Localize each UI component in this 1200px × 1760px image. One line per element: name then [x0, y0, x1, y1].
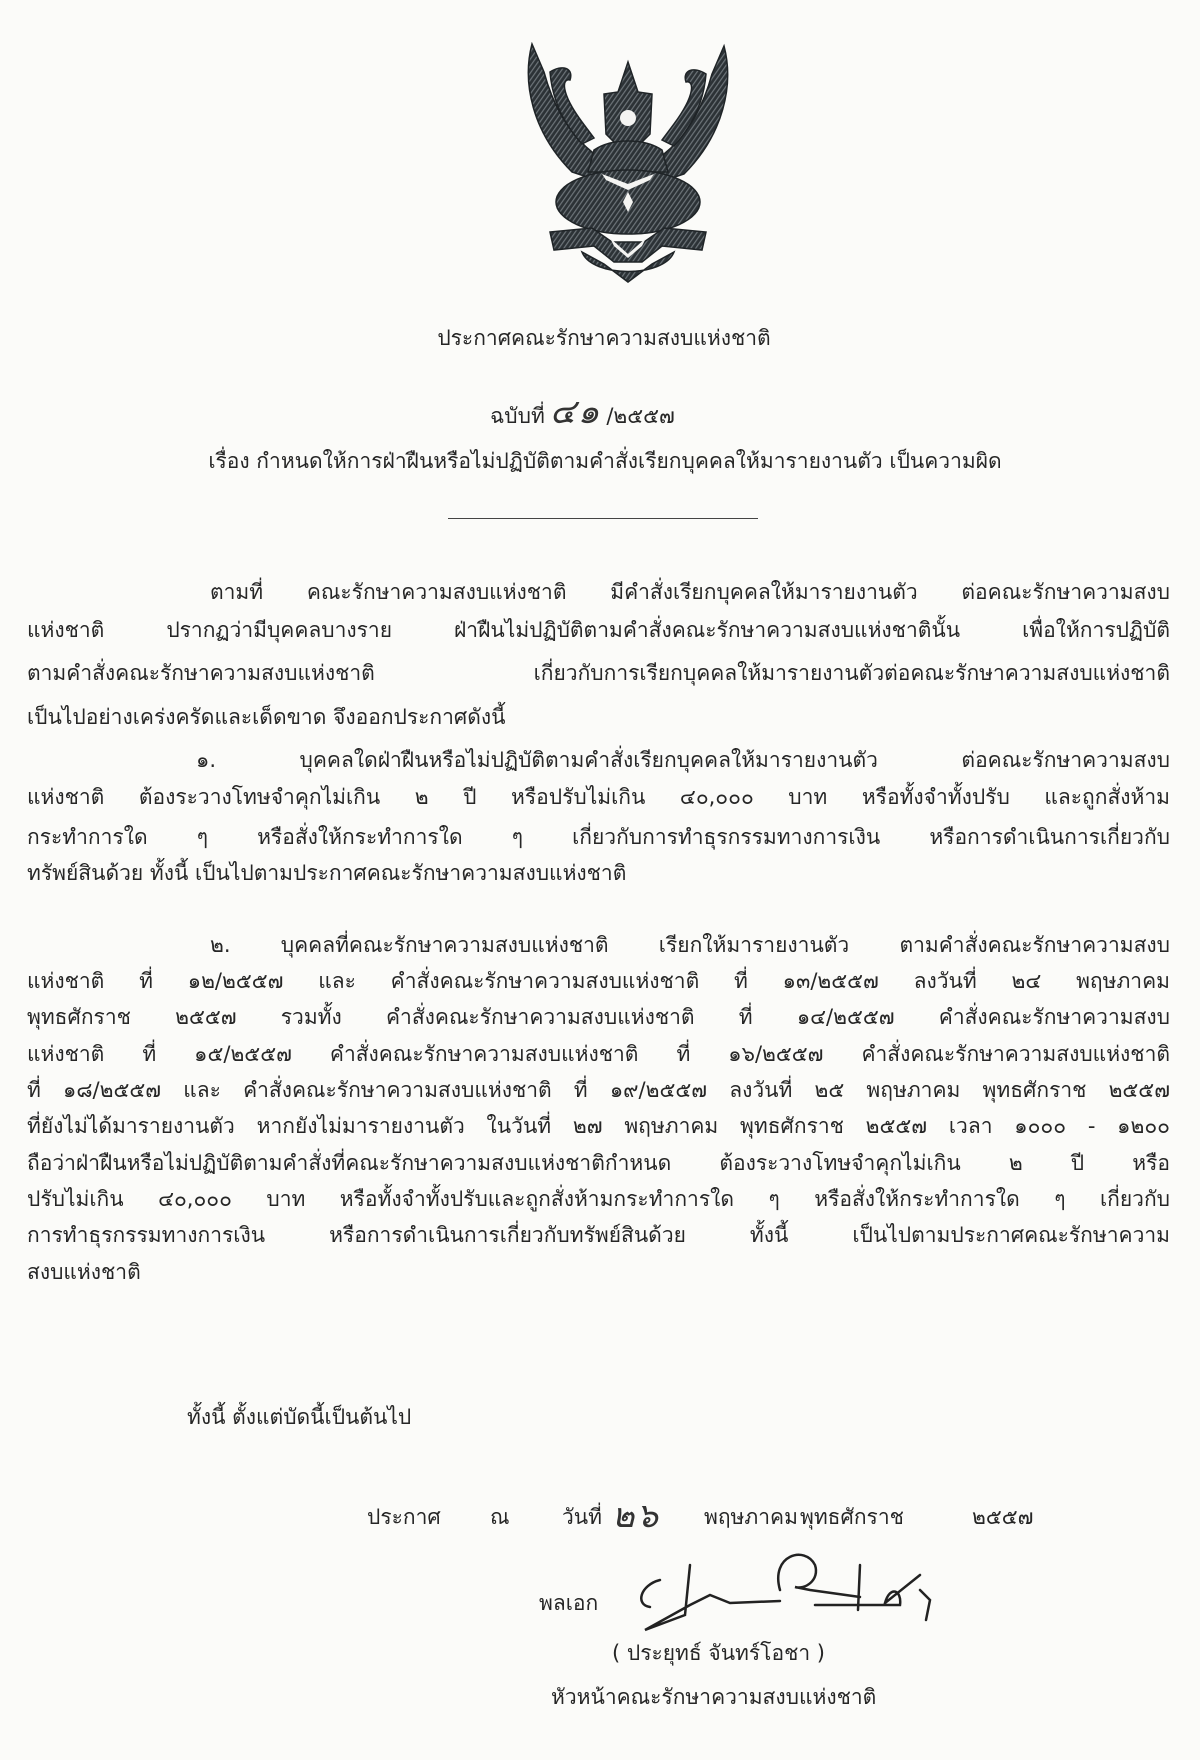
item1-line: ๑. บุคคลใดฝ่าฝืนหรือไม่ปฏิบัติตามคำสั่งเรียกบุคคลให้มารายงานตัว ต่อคณะรักษาความสงบ: [196, 748, 1170, 772]
header-divider: [448, 518, 758, 519]
announced-label: ประกาศ: [367, 1505, 441, 1529]
number-label: ฉบับที่: [490, 404, 545, 428]
item2-line: การทำธุรกรรมทางการเงิน หรือการดำเนินการเกี่ยวกับทรัพย์สินด้วย ทั้งนี้ เป็นไปตามประกาศคณะรักษาความ: [27, 1223, 1170, 1247]
rank-label: พลเอก: [539, 1591, 599, 1615]
era-label: พุทธศักราช: [800, 1505, 904, 1529]
intro-line: เป็นไปอย่างเคร่งครัดและเด็ดขาด จึงออกประกาศดังนี้: [27, 705, 506, 729]
item2-line: แห่งชาติ ที่ ๑๒/๒๕๕๗ และ คำสั่งคณะรักษาความสงบแห่งชาติ ที่ ๑๓/๒๕๕๗ ลงวันที่ ๒๔ พฤษภาคม: [27, 969, 1170, 993]
day-handwritten: ๒๖: [612, 1496, 660, 1536]
year: ๒๕๕๗: [972, 1505, 1034, 1529]
item2-line: สงบแห่งชาติ: [27, 1260, 141, 1284]
intro-line: ตามที่ คณะรักษาความสงบแห่งชาติ มีคำสั่งเรียกบุคคลให้มารายงานตัว ต่อคณะรักษาความสงบ: [210, 580, 1170, 604]
item2-line: ที่ยังไม่ได้มารายงานตัว หากยังไม่มารายงานตัว ในวันที่ ๒๗ พฤษภาคม พุทธศักราช ๒๕๕๗ เวลา ๑๐๐๐ - ๑๒๐๐: [27, 1114, 1170, 1138]
intro-line: ตามคำสั่งคณะรักษาความสงบแห่งชาติ เกี่ยวกับการเรียกบุคคลให้มารายงานตัวต่อคณะรักษาความสงบแห่งชาติ: [27, 661, 1170, 685]
number-handwritten: ๔๑: [549, 392, 602, 432]
signature: [630, 1535, 980, 1635]
item1-line: กระทำการใด ๆ หรือสั่งให้กระทำการใด ๆ เกี่ยวกับการทำธุรกรรมทางการเงิน หรือการดำเนินการเกี่ยวกับ: [27, 825, 1170, 849]
announcement-number: [490, 384, 675, 432]
item2-line: ที่ ๑๘/๒๕๕๗ และ คำสั่งคณะรักษาความสงบแห่งชาติ ที่ ๑๙/๒๕๕๗ ลงวันที่ ๒๕ พฤษภาคม พุทธศักราช ๒๕๕๗: [27, 1078, 1170, 1102]
signatory-name: ( ประยุทธ์ จันทร์โอชา ): [612, 1641, 825, 1665]
item2-line: แห่งชาติ ที่ ๑๕/๒๕๕๗ คำสั่งคณะรักษาความสงบแห่งชาติ ที่ ๑๖/๒๕๕๗ คำสั่งคณะรักษาความสงบแห่งชาติ: [27, 1042, 1170, 1066]
month: พฤษภาคม: [704, 1505, 798, 1529]
effective-statement: ทั้งนี้ ตั้งแต่บัดนี้เป็นต้นไป: [187, 1405, 412, 1429]
announcement-subject: เรื่อง กำหนดให้การฝ่าฝืนหรือไม่ปฏิบัติตามคำสั่งเรียกบุคคลให้มารายงานตัว เป็นความผิด: [208, 449, 1002, 473]
item2-line: พุทธศักราช ๒๕๕๗ รวมทั้ง คำสั่งคณะรักษาความสงบแห่งชาติ ที่ ๑๔/๒๕๕๗ คำสั่งคณะรักษาความสงบ: [27, 1005, 1170, 1029]
garuda-emblem-icon: [522, 42, 734, 286]
intro-line: แห่งชาติ ปรากฏว่ามีบุคคลบางราย ฝ่าฝืนไม่ปฏิบัติตามคำสั่งคณะรักษาความสงบแห่งชาตินั้น เพื่อให้การปฏิบัติ: [27, 618, 1170, 642]
item2-line: ปรับไม่เกิน ๔๐,๐๐๐ บาท หรือทั้งจำทั้งปรับและถูกสั่งห้ามกระทำการใด ๆ หรือสั่งให้กระทำการใด ๆ เกี่ยวกับ: [27, 1187, 1170, 1211]
item1-line: แห่งชาติ ต้องระวางโทษจำคุกไม่เกิน ๒ ปี หรือปรับไม่เกิน ๔๐,๐๐๐ บาท หรือทั้งจำทั้งปรับ และถูกสั่งห้าม: [27, 785, 1170, 809]
item1-line: ทรัพย์สินด้วย ทั้งนี้ เป็นไปตามประกาศคณะรักษาความสงบแห่งชาติ: [27, 861, 627, 885]
announcement-title: ประกาศคณะรักษาความสงบแห่งชาติ: [437, 326, 771, 350]
item2-line: ๒. บุคคลที่คณะรักษาความสงบแห่งชาติ เรียกให้มารายงานตัว ตามคำสั่งคณะรักษาความสงบ: [210, 933, 1170, 957]
day-label: วันที่: [562, 1505, 602, 1529]
item2-line: ถือว่าฝ่าฝืนหรือไม่ปฏิบัติตามคำสั่งที่คณะรักษาความสงบแห่งชาติกำหนด ต้องระวางโทษจำคุกไม่เกิน ๒ ปี หรือ: [27, 1151, 1170, 1175]
signatory-position: หัวหน้าคณะรักษาความสงบแห่งชาติ: [551, 1685, 877, 1709]
number-year: /๒๕๕๗: [606, 404, 675, 428]
at-label: ณ: [490, 1505, 510, 1529]
